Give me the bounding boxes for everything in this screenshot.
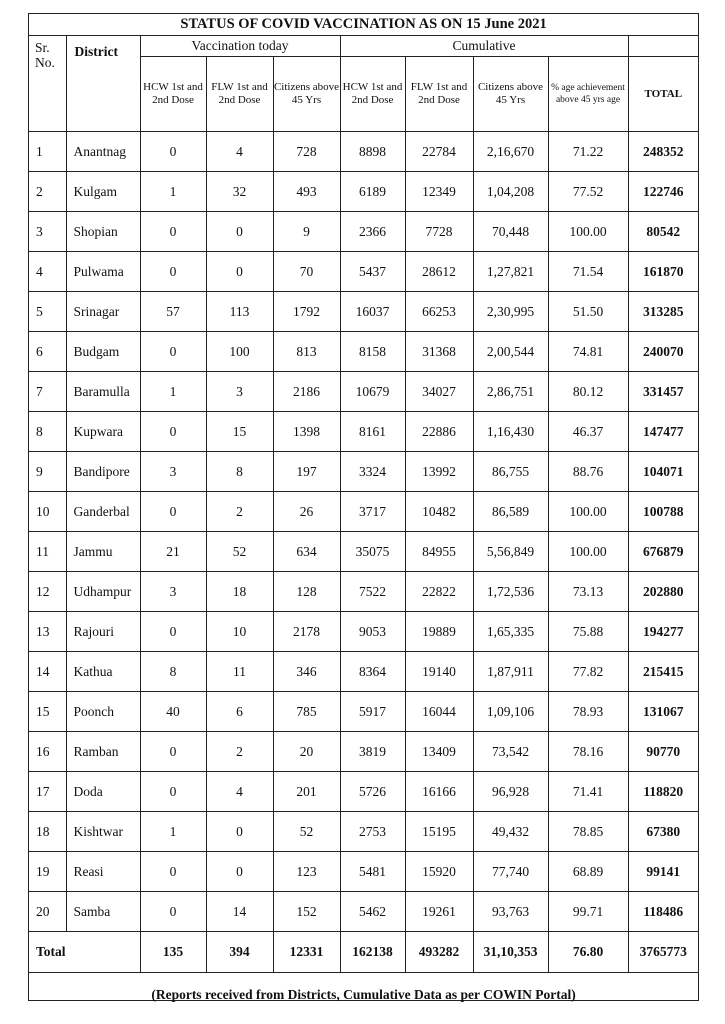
flw-cumulative-cell: 16166 [405,772,473,812]
flw-cumulative-cell: 15195 [405,812,473,852]
district-cell: Kupwara [66,412,140,452]
flw-cumulative-cell: 66253 [405,292,473,332]
percent-achievement-header: % age achievement above 45 yrs age [548,57,628,132]
hcw-today-cell: 0 [140,132,206,172]
total-cell: 147477 [628,412,698,452]
total-cell: 215415 [628,652,698,692]
total-cell: 248352 [628,132,698,172]
hcw-today-cell: 0 [140,252,206,292]
flw-today-cell: 15 [206,412,273,452]
hcw-today-cell: 57 [140,292,206,332]
flw-today-cell: 0 [206,812,273,852]
flw-today-cell: 0 [206,212,273,252]
percent-achievement-cell: 80.12 [548,372,628,412]
citizens-cumulative-cell: 5,56,849 [473,532,548,572]
total-cell: 104071 [628,452,698,492]
total-group-blank [628,36,698,57]
citizens-cumulative-header: Citizens above 45 Yrs [473,57,548,132]
sr-no-header: Sr. No. [29,36,66,132]
district-cell: Baramulla [66,372,140,412]
hcw-today-cell: 40 [140,692,206,732]
flw-today-cell: 8 [206,452,273,492]
percent-achievement-cell: 51.50 [548,292,628,332]
flw-today-cell: 2 [206,492,273,532]
citizens-today-header: Citizens above 45 Yrs [273,57,340,132]
hcw-today-cell: 0 [140,732,206,772]
hcw-cumulative-cell: 8364 [340,652,405,692]
flw-today-cell: 0 [206,252,273,292]
sr-no-cell: 19 [29,852,66,892]
flw-cumulative-cell: 10482 [405,492,473,532]
flw-today-cell: 11 [206,652,273,692]
percent-achievement-cell: 77.82 [548,652,628,692]
flw-today-cell: 6 [206,692,273,732]
hcw-cumulative-cell: 16037 [340,292,405,332]
sr-no-cell: 9 [29,452,66,492]
hcw-cumulative-cell: 5917 [340,692,405,732]
total-cell: 240070 [628,332,698,372]
citizens-cumulative-cell: 93,763 [473,892,548,932]
hcw-cumulative-cell: 8898 [340,132,405,172]
flw-today-cell: 100 [206,332,273,372]
citizens-today-cell: 813 [273,332,340,372]
table-row [29,332,698,372]
flw-cumulative-cell: 16044 [405,692,473,732]
district-cell: Ramban [66,732,140,772]
cumulative-group-header: Cumulative [340,36,628,57]
hcw-cumulative-cell: 5726 [340,772,405,812]
hcw-cumulative-cell: 3819 [340,732,405,772]
sr-no-cell: 3 [29,212,66,252]
percent-achievement-cell: 77.52 [548,172,628,212]
hcw-cumulative-cell: 5481 [340,852,405,892]
citizens-cumulative-cell: 1,65,335 [473,612,548,652]
sr-no-cell: 20 [29,892,66,932]
district-cell: Poonch [66,692,140,732]
flw-today-cell: 18 [206,572,273,612]
hcw-today-header: HCW 1st and 2nd Dose [140,57,206,132]
percent-achievement-cell: 75.88 [548,612,628,652]
sr-no-cell: 12 [29,572,66,612]
percent-achievement-cell: 100.00 [548,492,628,532]
total-cell: 100788 [628,492,698,532]
district-cell: Kishtwar [66,812,140,852]
flw-cumulative-cell: 19140 [405,652,473,692]
totals-citizens-today-cell: 12331 [273,932,340,973]
table-row [29,812,698,852]
flw-today-cell: 52 [206,532,273,572]
citizens-cumulative-cell: 1,27,821 [473,252,548,292]
hcw-today-cell: 0 [140,892,206,932]
flw-today-cell: 0 [206,852,273,892]
flw-cumulative-header: FLW 1st and 2nd Dose [405,57,473,132]
citizens-today-cell: 2186 [273,372,340,412]
percent-achievement-cell: 88.76 [548,452,628,492]
citizens-cumulative-cell: 2,86,751 [473,372,548,412]
citizens-today-cell: 201 [273,772,340,812]
district-cell: Ganderbal [66,492,140,532]
district-cell: Pulwama [66,252,140,292]
citizens-cumulative-cell: 70,448 [473,212,548,252]
citizens-today-cell: 1398 [273,412,340,452]
total-cell: 118820 [628,772,698,812]
total-cell: 313285 [628,292,698,332]
citizens-cumulative-cell: 1,09,106 [473,692,548,732]
flw-today-cell: 113 [206,292,273,332]
flw-cumulative-cell: 19261 [405,892,473,932]
flw-cumulative-cell: 22822 [405,572,473,612]
hcw-cumulative-cell: 3324 [340,452,405,492]
hcw-today-cell: 0 [140,772,206,812]
district-cell: Udhampur [66,572,140,612]
flw-today-cell: 3 [206,372,273,412]
citizens-cumulative-cell: 2,16,670 [473,132,548,172]
total-cell: 194277 [628,612,698,652]
citizens-today-cell: 128 [273,572,340,612]
sr-no-cell: 4 [29,252,66,292]
vaccination-table [29,14,698,1017]
percent-achievement-cell: 100.00 [548,532,628,572]
percent-achievement-cell: 73.13 [548,572,628,612]
citizens-cumulative-cell: 86,589 [473,492,548,532]
hcw-today-cell: 1 [140,172,206,212]
hcw-cumulative-cell: 2753 [340,812,405,852]
totals-citizens-cumulative-cell: 31,10,353 [473,932,548,973]
hcw-cumulative-cell: 5437 [340,252,405,292]
table-title: STATUS OF COVID VACCINATION AS ON 15 June 2021 [29,14,698,36]
sr-no-cell: 5 [29,292,66,332]
hcw-today-cell: 8 [140,652,206,692]
table-row [29,772,698,812]
total-cell: 122746 [628,172,698,212]
percent-achievement-cell: 78.85 [548,812,628,852]
table-row [29,132,698,172]
flw-cumulative-cell: 12349 [405,172,473,212]
district-cell: Kulgam [66,172,140,212]
hcw-cumulative-cell: 5462 [340,892,405,932]
flw-today-cell: 10 [206,612,273,652]
total-cell: 118486 [628,892,698,932]
citizens-cumulative-cell: 96,928 [473,772,548,812]
flw-today-cell: 4 [206,132,273,172]
table-row [29,612,698,652]
table-row [29,292,698,332]
vaccination-status-sheet [28,13,699,1001]
sr-no-cell: 6 [29,332,66,372]
citizens-today-cell: 346 [273,652,340,692]
totals-flw-today-cell: 394 [206,932,273,973]
sr-no-cell: 15 [29,692,66,732]
citizens-today-cell: 2178 [273,612,340,652]
flw-cumulative-cell: 31368 [405,332,473,372]
district-cell: Rajouri [66,612,140,652]
table-row [29,892,698,932]
total-cell: 67380 [628,812,698,852]
district-cell: Budgam [66,332,140,372]
total-cell: 131067 [628,692,698,732]
district-cell: Samba [66,892,140,932]
citizens-today-cell: 20 [273,732,340,772]
flw-cumulative-cell: 13992 [405,452,473,492]
citizens-cumulative-cell: 73,542 [473,732,548,772]
citizens-cumulative-cell: 1,72,536 [473,572,548,612]
hcw-cumulative-cell: 8158 [340,332,405,372]
table-row [29,412,698,452]
hcw-today-cell: 1 [140,812,206,852]
table-row [29,252,698,292]
flw-today-cell: 2 [206,732,273,772]
percent-achievement-cell: 74.81 [548,332,628,372]
district-cell: Bandipore [66,452,140,492]
citizens-today-cell: 152 [273,892,340,932]
table-row [29,852,698,892]
table-row [29,732,698,772]
flw-cumulative-cell: 7728 [405,212,473,252]
citizens-today-cell: 26 [273,492,340,532]
hcw-today-cell: 0 [140,612,206,652]
hcw-today-cell: 0 [140,852,206,892]
hcw-cumulative-cell: 3717 [340,492,405,532]
flw-cumulative-cell: 34027 [405,372,473,412]
citizens-today-cell: 70 [273,252,340,292]
hcw-today-cell: 3 [140,452,206,492]
totals-total-cell: 3765773 [628,932,698,973]
sr-no-cell: 14 [29,652,66,692]
citizens-today-cell: 52 [273,812,340,852]
citizens-cumulative-cell: 2,30,995 [473,292,548,332]
flw-today-cell: 4 [206,772,273,812]
district-cell: Reasi [66,852,140,892]
citizens-cumulative-cell: 1,16,430 [473,412,548,452]
flw-today-cell: 14 [206,892,273,932]
percent-achievement-cell: 68.89 [548,852,628,892]
citizens-today-cell: 9 [273,212,340,252]
sr-no-cell: 11 [29,532,66,572]
totals-label: Total [29,932,140,973]
totals-row [29,932,698,973]
hcw-today-cell: 1 [140,372,206,412]
citizens-cumulative-cell: 1,87,911 [473,652,548,692]
flw-cumulative-cell: 22784 [405,132,473,172]
flw-today-header: FLW 1st and 2nd Dose [206,57,273,132]
hcw-today-cell: 21 [140,532,206,572]
percent-achievement-cell: 78.16 [548,732,628,772]
table-row [29,172,698,212]
district-header: District [66,36,140,132]
hcw-today-cell: 0 [140,212,206,252]
total-cell: 99141 [628,852,698,892]
percent-achievement-cell: 71.22 [548,132,628,172]
sr-no-cell: 8 [29,412,66,452]
hcw-today-cell: 3 [140,572,206,612]
citizens-cumulative-cell: 86,755 [473,452,548,492]
percent-achievement-cell: 71.41 [548,772,628,812]
flw-cumulative-cell: 13409 [405,732,473,772]
hcw-today-cell: 0 [140,412,206,452]
hcw-cumulative-header: HCW 1st and 2nd Dose [340,57,405,132]
flw-cumulative-cell: 22886 [405,412,473,452]
flw-cumulative-cell: 19889 [405,612,473,652]
district-cell: Kathua [66,652,140,692]
district-cell: Shopian [66,212,140,252]
percent-achievement-cell: 100.00 [548,212,628,252]
totals-hcw-cumulative-cell: 162138 [340,932,405,973]
totals-hcw-today-cell: 135 [140,932,206,973]
citizens-today-cell: 634 [273,532,340,572]
citizens-cumulative-cell: 2,00,544 [473,332,548,372]
sr-no-cell: 2 [29,172,66,212]
hcw-cumulative-cell: 7522 [340,572,405,612]
sr-no-cell: 10 [29,492,66,532]
flw-today-cell: 32 [206,172,273,212]
citizens-today-cell: 785 [273,692,340,732]
sr-no-cell: 16 [29,732,66,772]
total-header: TOTAL [628,57,698,132]
flw-cumulative-cell: 84955 [405,532,473,572]
percent-achievement-cell: 99.71 [548,892,628,932]
sr-no-cell: 1 [29,132,66,172]
table-row [29,652,698,692]
hcw-cumulative-cell: 2366 [340,212,405,252]
total-cell: 331457 [628,372,698,412]
citizens-cumulative-cell: 77,740 [473,852,548,892]
flw-cumulative-cell: 15920 [405,852,473,892]
citizens-today-cell: 123 [273,852,340,892]
percent-achievement-cell: 46.37 [548,412,628,452]
percent-achievement-cell: 78.93 [548,692,628,732]
citizens-cumulative-cell: 1,04,208 [473,172,548,212]
table-row [29,532,698,572]
district-cell: Jammu [66,532,140,572]
flw-cumulative-cell: 28612 [405,252,473,292]
total-cell: 80542 [628,212,698,252]
total-cell: 202880 [628,572,698,612]
citizens-today-cell: 728 [273,132,340,172]
citizens-today-cell: 197 [273,452,340,492]
sr-no-cell: 13 [29,612,66,652]
vaccination-today-group-header: Vaccination today [140,36,340,57]
hcw-cumulative-cell: 6189 [340,172,405,212]
percent-achievement-cell: 71.54 [548,252,628,292]
table-row [29,572,698,612]
table-row [29,492,698,532]
sr-no-cell: 18 [29,812,66,852]
citizens-cumulative-cell: 49,432 [473,812,548,852]
hcw-cumulative-cell: 8161 [340,412,405,452]
table-row [29,212,698,252]
table-row [29,372,698,412]
footer-note: (Reports received from Districts, Cumulative Data as per COWIN Portal) [29,973,698,1018]
sr-no-cell: 17 [29,772,66,812]
table-row [29,692,698,732]
hcw-cumulative-cell: 10679 [340,372,405,412]
total-cell: 90770 [628,732,698,772]
citizens-today-cell: 1792 [273,292,340,332]
district-cell: Srinagar [66,292,140,332]
district-cell: Doda [66,772,140,812]
total-cell: 676879 [628,532,698,572]
sr-no-cell: 7 [29,372,66,412]
citizens-today-cell: 493 [273,172,340,212]
total-cell: 161870 [628,252,698,292]
totals-percent-achievement-cell: 76.80 [548,932,628,973]
hcw-today-cell: 0 [140,332,206,372]
totals-flw-cumulative-cell: 493282 [405,932,473,973]
district-cell: Anantnag [66,132,140,172]
hcw-today-cell: 0 [140,492,206,532]
hcw-cumulative-cell: 9053 [340,612,405,652]
hcw-cumulative-cell: 35075 [340,532,405,572]
table-row [29,452,698,492]
